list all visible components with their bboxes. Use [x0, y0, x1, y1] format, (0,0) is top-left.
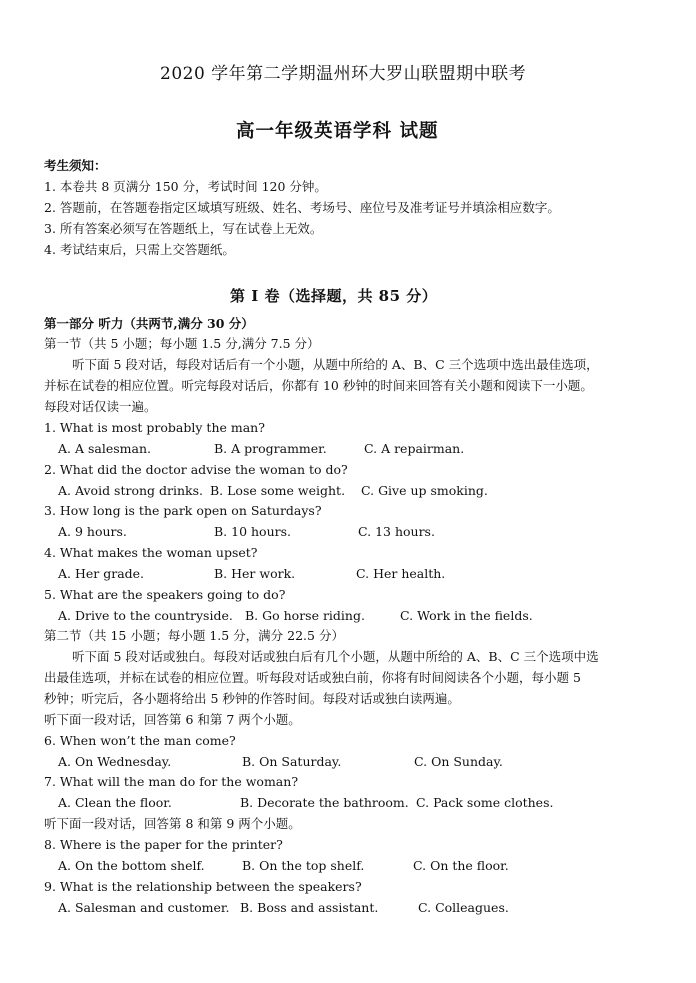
- question-stem: 5. What are the speakers going to do?: [44, 587, 286, 602]
- section1-instructions: 每段对话仅读一遍。: [44, 399, 157, 414]
- volume-title: 第 I 卷（选择题，共 85 分）: [230, 287, 438, 305]
- option-b: B. 10 hours.: [214, 524, 292, 539]
- part1-title: 第一部分 听力（共两节,满分 30 分）: [44, 316, 254, 331]
- option-b: B. On Saturday.: [242, 754, 342, 769]
- question-stem: 2. What did the doctor advise the woman to do?: [44, 462, 348, 477]
- section1-title: 第一节（共 5 小题；每小题 1.5 分,满分 7.5 分）: [44, 336, 320, 351]
- question-stem: 8. Where is the paper for the printer?: [44, 837, 283, 852]
- option-c: C. Her health.: [356, 566, 446, 581]
- option-a: A. On the bottom shelf.: [58, 858, 205, 873]
- group-intro: 听下面一段对话，回答第 6 和第 7 两个小题。: [44, 712, 301, 727]
- option-b: B. A programmer.: [214, 441, 327, 456]
- exam-subtitle: 高一年级英语学科 试题: [236, 121, 439, 142]
- option-c: C. 13 hours.: [358, 524, 435, 539]
- option-a: A. On Wednesday.: [58, 754, 172, 769]
- option-b: B. On the top shelf.: [242, 858, 365, 873]
- question-stem: 4. What makes the woman upset?: [44, 545, 258, 560]
- option-c: C. Work in the fields.: [400, 608, 533, 623]
- group-intro: 听下面一段对话，回答第 8 和第 9 两个小题。: [44, 816, 301, 831]
- option-b: B. Her work.: [214, 566, 296, 581]
- question-stem: 3. How long is the park open on Saturdays?: [44, 503, 322, 518]
- option-c: C. Give up smoking.: [361, 483, 488, 498]
- section2-instructions: 听下面 5 段对话或独白。每段对话或独白后有几个小题，从题中所给的 A、B、C 三个选项中选: [72, 649, 599, 664]
- question-stem: 1. What is most probably the man?: [44, 420, 265, 435]
- option-c: C. Pack some clothes.: [416, 795, 554, 810]
- section2-title: 第二节（共 15 小题；每小题 1.5 分，满分 22.5 分）: [44, 628, 344, 643]
- option-b: B. Go horse riding.: [245, 608, 365, 623]
- notice-item: 1. 本卷共 8 页满分 150 分，考试时间 120 分钟。: [44, 179, 327, 194]
- exam-title: 2020 学年第二学期温州环大罗山联盟期中联考: [160, 64, 527, 84]
- option-a: A. Clean the floor.: [58, 795, 172, 810]
- question-stem: 6. When won’t the man come?: [44, 733, 236, 748]
- option-c: C. Colleagues.: [418, 900, 509, 915]
- notice-item: 4. 考试结束后，只需上交答题纸。: [44, 242, 235, 257]
- notice-item: 2. 答题前，在答题卷指定区域填写班级、姓名、考场号、座位号及准考证号并填涂相应数字。: [44, 200, 560, 215]
- option-c: C. A repairman.: [364, 441, 465, 456]
- option-a: A. 9 hours.: [58, 524, 127, 539]
- section2-instructions: 出最佳选项，并标在试卷的相应位置。听每段对话或独白前，你将有时间阅读各个小题，每小题 5: [44, 670, 581, 685]
- section1-instructions: 听下面 5 段对话，每段对话后有一个小题，从题中所给的 A、B、C 三个选项中选出最佳选项，: [72, 357, 599, 372]
- option-a: A. Drive to the countryside.: [58, 608, 233, 623]
- option-a: A. A salesman.: [58, 441, 151, 456]
- option-b: B. Decorate the bathroom.: [240, 795, 409, 810]
- notice-item: 3. 所有答案必须写在答题纸上，写在试卷上无效。: [44, 221, 323, 236]
- option-a: A. Avoid strong drinks.: [58, 483, 204, 498]
- option-c: C. On the floor.: [413, 858, 509, 873]
- question-stem: 7. What will the man do for the woman?: [44, 774, 299, 789]
- notice-heading: 考生须知：: [44, 158, 107, 173]
- question-stem: 9. What is the relationship between the speakers?: [44, 879, 362, 894]
- option-a: A. Her grade.: [58, 566, 145, 581]
- section1-instructions: 并标在试卷的相应位置。听完每段对话后，你都有 10 秒钟的时间来回答有关小题和阅读下一小题。: [44, 378, 593, 393]
- section2-instructions: 秒钟；听完后，各小题将给出 5 秒钟的作答时间。每段对话或独白读两遍。: [44, 691, 460, 706]
- option-a: A. Salesman and customer.: [58, 900, 230, 915]
- option-b: B. Boss and assistant.: [240, 900, 379, 915]
- option-b: B. Lose some weight.: [210, 483, 346, 498]
- option-c: C. On Sunday.: [414, 754, 503, 769]
